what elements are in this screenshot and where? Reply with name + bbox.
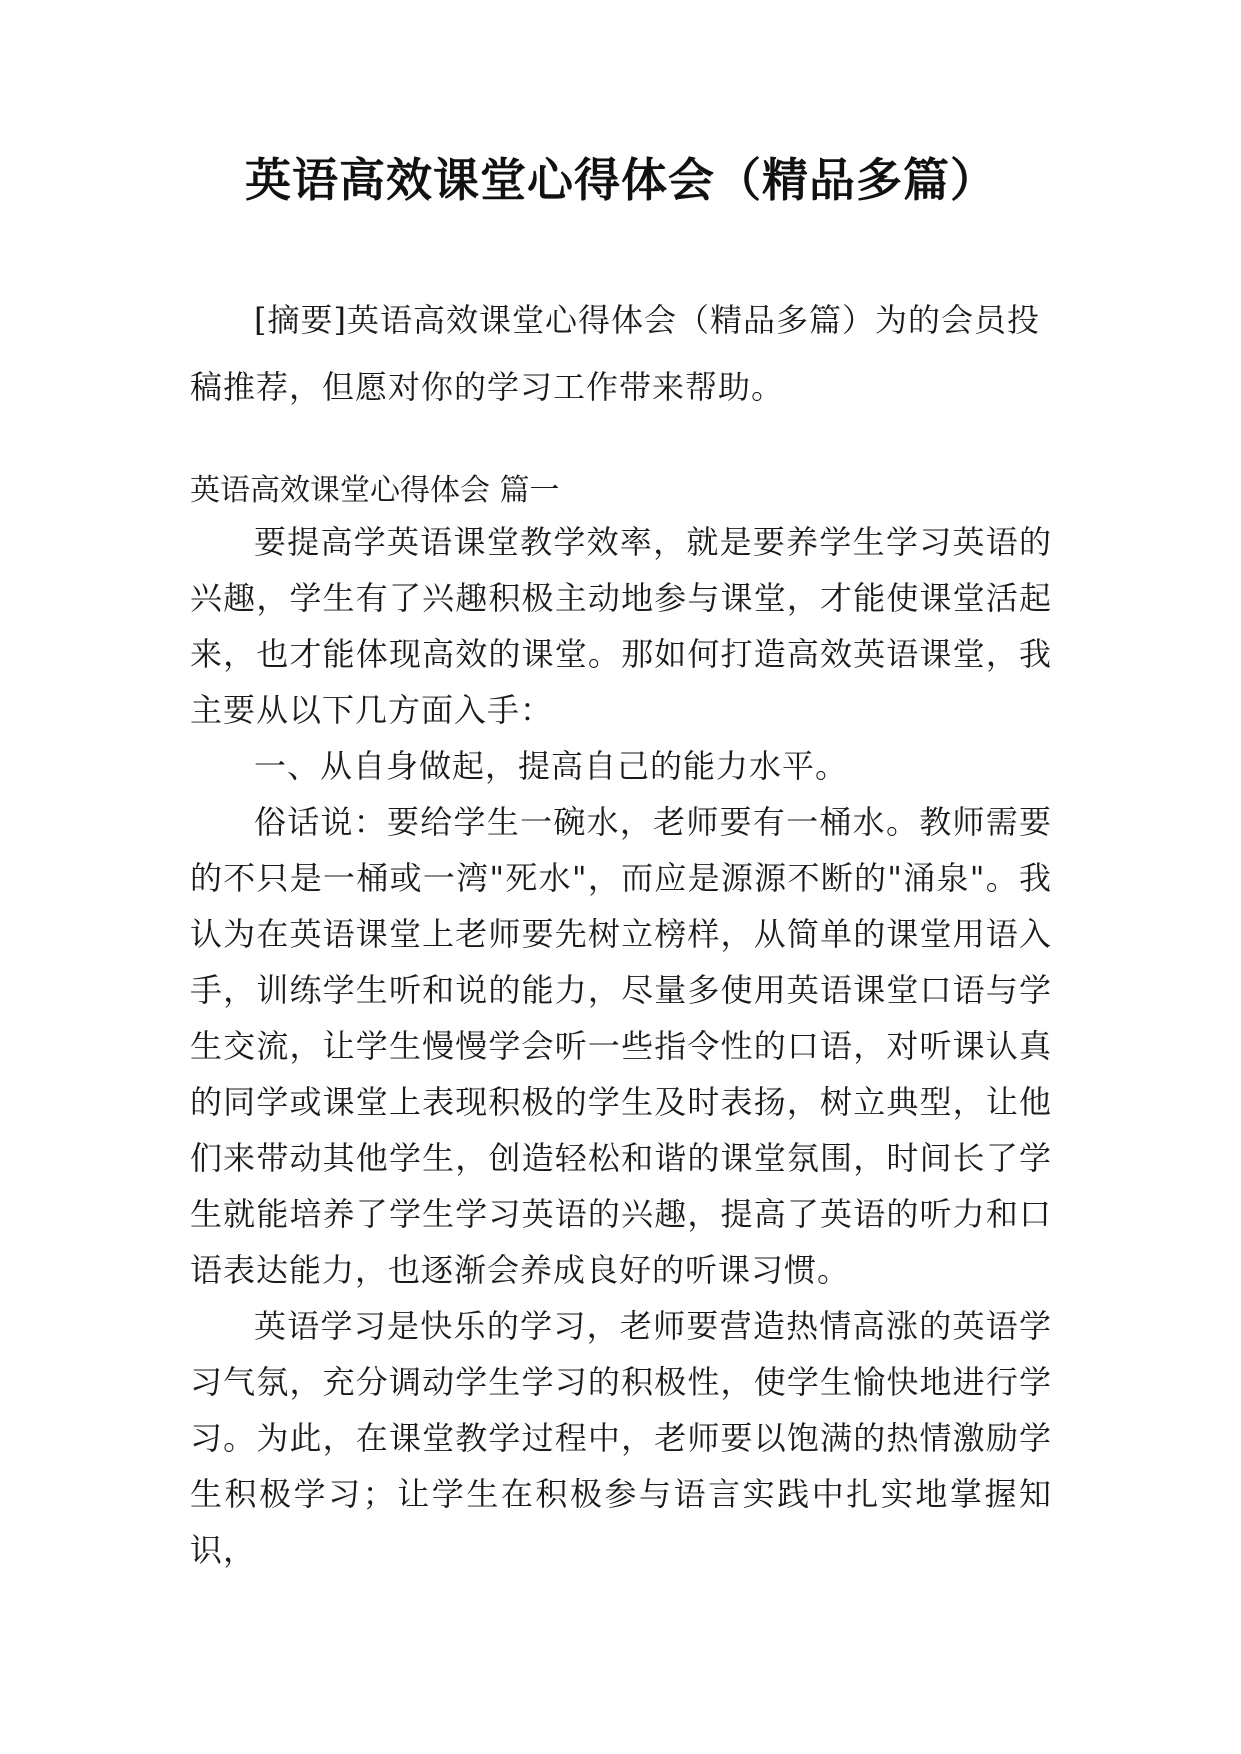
abstract-paragraph: [摘要]英语高效课堂心得体会（精品多篇）为的会员投稿推荐，但愿对你的学习工作带来帮助。 (190, 301, 1040, 406)
body-paragraph: 俗话说：要给学生一碗水，老师要有一桶水。教师需要的不只是一桶或一湾"死水"，而应是源源不断的"涌泉"。我认为在英语课堂上老师要先树立榜样，从简单的课堂用语入手，训练学生听和说的能力，尽量多使用英语课堂口语与学生交流，让学生慢慢学会听一些指令性的口语，对听课认真的同学或课堂上表现积极的学生及时表扬，树立典型，让他们来带动其他学生，创造轻松和谐的课堂氛围，时间长了学生就能培养了学生学习英语的兴趣，提高了英语的听力和口语表达能力，也逐渐会养成良好的听课习惯。 (190, 803, 1052, 1289)
section-heading: 英语高效课堂心得体会 篇一 (190, 473, 560, 508)
body-paragraph: 一、从自身做起，提高自己的能力水平。 (254, 747, 849, 785)
body-paragraph: 英语学习是快乐的学习，老师要营造热情高涨的英语学习气氛，充分调动学生学习的积极性，使学生愉快地进行学习。为此，在课堂教学过程中，老师要以饱满的热情激励学生积极学习；让学生在积极参与语言实践中扎实地掌握知识， (190, 1307, 1052, 1569)
body-text (190, 514, 1052, 1578)
body-paragraph: 要提高学英语课堂教学效率，就是要养学生学习英语的兴趣，学生有了兴趣积极主动地参与课堂，才能使课堂活起来，也才能体现高效的课堂。那如何打造高效英语课堂，我主要从以下几方面入手： (190, 523, 1052, 729)
document-title: 英语高效课堂心得体会（精品多篇） (245, 153, 997, 207)
